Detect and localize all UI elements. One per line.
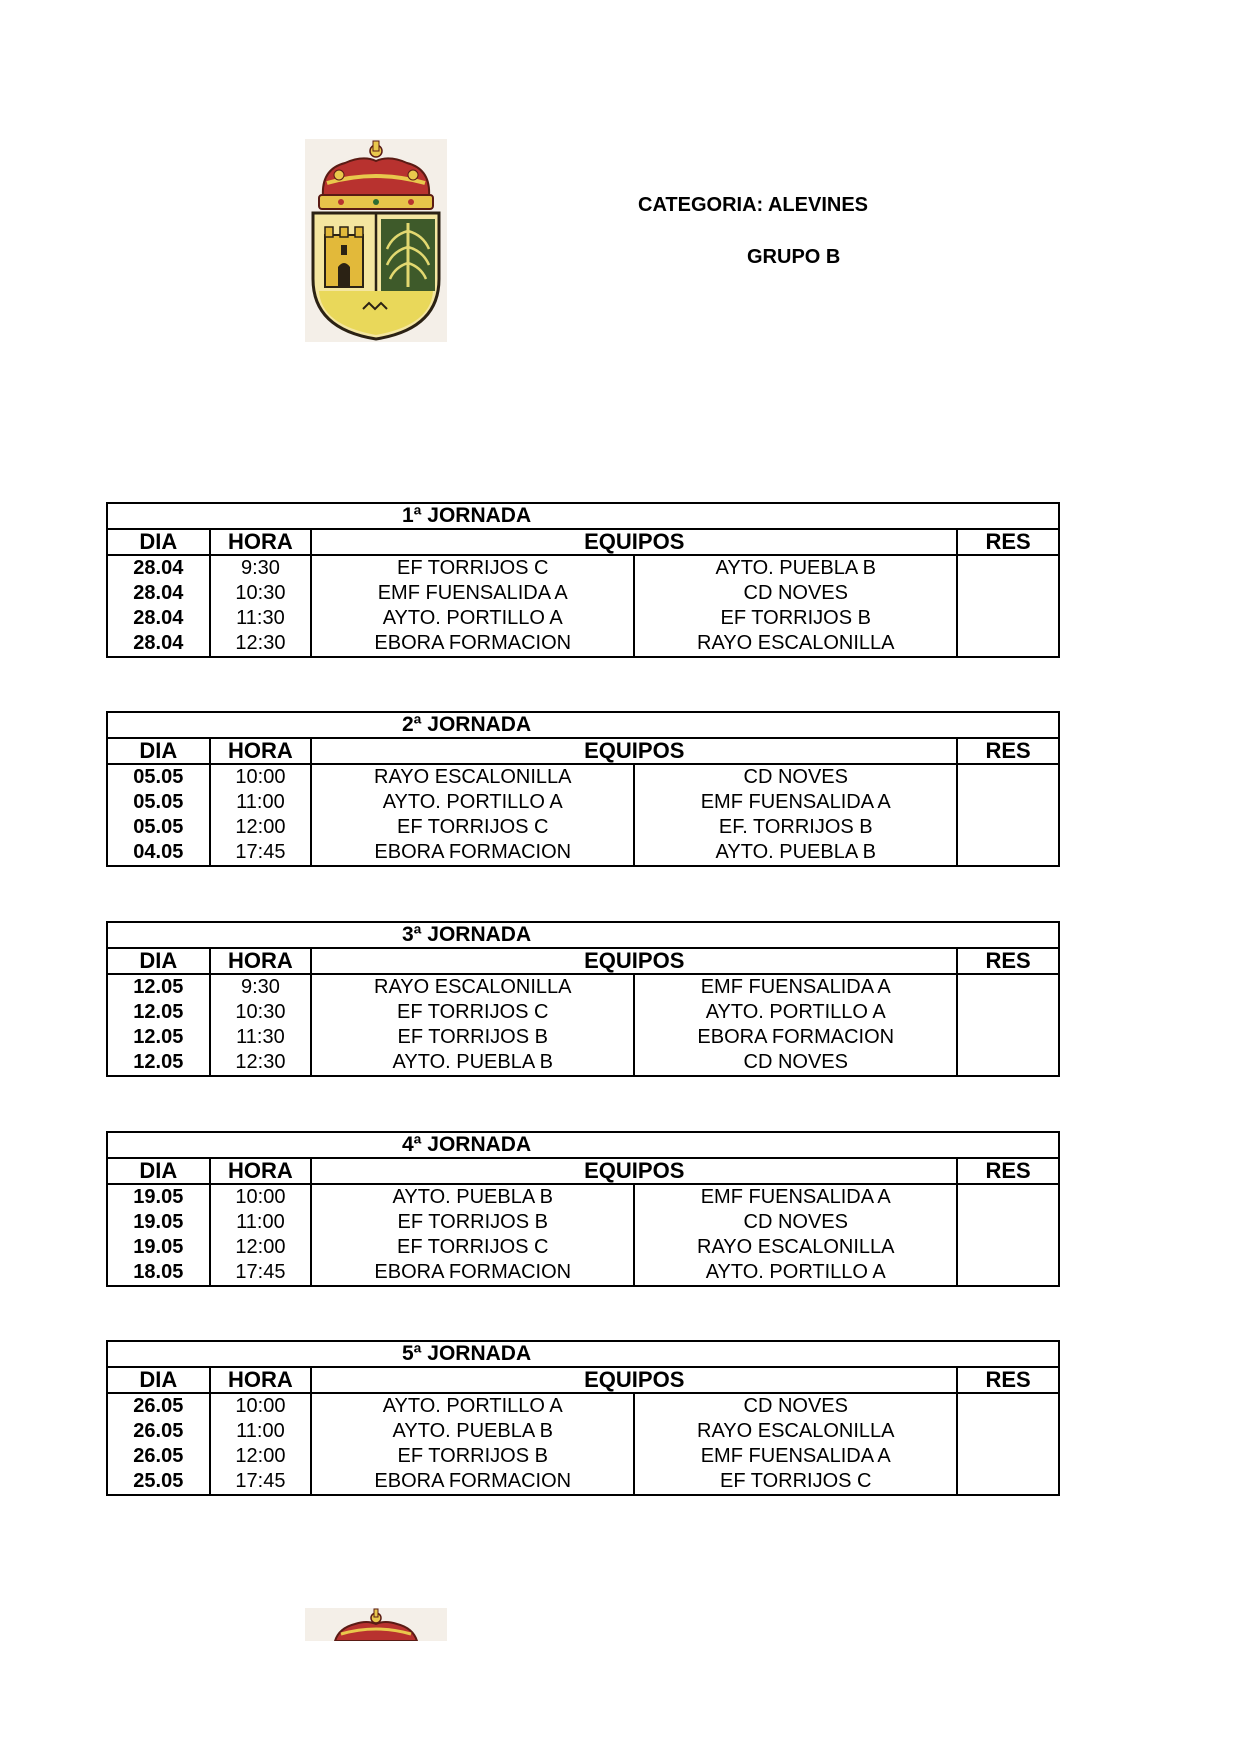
match-time: 10:00 bbox=[210, 1184, 312, 1210]
match-result bbox=[957, 631, 1059, 657]
match-day: 04.05 bbox=[107, 840, 210, 866]
home-team: EF TORRIJOS C bbox=[311, 1235, 634, 1260]
round-table-1 bbox=[106, 502, 1060, 658]
match-day: 18.05 bbox=[107, 1260, 210, 1286]
match-result bbox=[957, 1025, 1059, 1050]
column-header-time: HORA bbox=[210, 529, 312, 555]
away-team: AYTO. PUEBLA B bbox=[634, 840, 957, 866]
match-result bbox=[957, 1050, 1059, 1076]
match-day: 05.05 bbox=[107, 764, 210, 790]
home-team: EF TORRIJOS C bbox=[311, 815, 634, 840]
match-day: 19.05 bbox=[107, 1235, 210, 1260]
match-row bbox=[107, 974, 1059, 1000]
match-row bbox=[107, 815, 1059, 840]
match-day: 12.05 bbox=[107, 1050, 210, 1076]
match-row bbox=[107, 1184, 1059, 1210]
match-row bbox=[107, 790, 1059, 815]
column-header-teams: EQUIPOS bbox=[311, 948, 957, 974]
group-title: GRUPO B bbox=[747, 246, 841, 268]
away-team: RAYO ESCALONILLA bbox=[634, 1419, 957, 1444]
match-day: 28.04 bbox=[107, 581, 210, 606]
match-time: 11:00 bbox=[210, 790, 312, 815]
away-team: EMF FUENSALIDA A bbox=[634, 1444, 957, 1469]
match-time: 10:30 bbox=[210, 581, 312, 606]
match-time: 17:45 bbox=[210, 840, 312, 866]
column-header-time: HORA bbox=[210, 948, 312, 974]
away-team: AYTO. PORTILLO A bbox=[634, 1000, 957, 1025]
match-time: 11:00 bbox=[210, 1419, 312, 1444]
match-day: 12.05 bbox=[107, 974, 210, 1000]
match-day: 19.05 bbox=[107, 1210, 210, 1235]
match-day: 28.04 bbox=[107, 606, 210, 631]
match-row bbox=[107, 631, 1059, 657]
away-team: EMF FUENSALIDA A bbox=[634, 1184, 957, 1210]
home-team: EF TORRIJOS B bbox=[311, 1025, 634, 1050]
coat-of-arms-logo-partial bbox=[305, 1608, 447, 1641]
round-table-3 bbox=[106, 921, 1060, 1077]
match-result bbox=[957, 606, 1059, 631]
match-day: 25.05 bbox=[107, 1469, 210, 1495]
home-team: RAYO ESCALONILLA bbox=[311, 764, 634, 790]
match-result bbox=[957, 974, 1059, 1000]
match-row bbox=[107, 606, 1059, 631]
match-day: 28.04 bbox=[107, 555, 210, 581]
away-team: EF. TORRIJOS B bbox=[634, 815, 957, 840]
match-result bbox=[957, 1184, 1059, 1210]
match-day: 19.05 bbox=[107, 1184, 210, 1210]
away-team: EMF FUENSALIDA A bbox=[634, 974, 957, 1000]
match-row bbox=[107, 1235, 1059, 1260]
column-header-day: DIA bbox=[107, 738, 210, 764]
match-result bbox=[957, 1419, 1059, 1444]
away-team: CD NOVES bbox=[634, 1050, 957, 1076]
home-team: EF TORRIJOS C bbox=[311, 555, 634, 581]
column-header-time: HORA bbox=[210, 738, 312, 764]
match-time: 11:30 bbox=[210, 1025, 312, 1050]
match-row bbox=[107, 1210, 1059, 1235]
match-time: 12:30 bbox=[210, 1050, 312, 1076]
match-result bbox=[957, 815, 1059, 840]
match-result bbox=[957, 1210, 1059, 1235]
match-row bbox=[107, 1050, 1059, 1076]
home-team: AYTO. PUEBLA B bbox=[311, 1050, 634, 1076]
home-team: AYTO. PUEBLA B bbox=[311, 1184, 634, 1210]
column-header-day: DIA bbox=[107, 1367, 210, 1393]
away-team: EBORA FORMACION bbox=[634, 1025, 957, 1050]
match-result bbox=[957, 581, 1059, 606]
match-time: 10:00 bbox=[210, 764, 312, 790]
match-result bbox=[957, 1235, 1059, 1260]
match-day: 12.05 bbox=[107, 1025, 210, 1050]
home-team: AYTO. PORTILLO A bbox=[311, 1393, 634, 1419]
match-row bbox=[107, 1260, 1059, 1286]
home-team: EBORA FORMACION bbox=[311, 631, 634, 657]
column-header-time: HORA bbox=[210, 1158, 312, 1184]
match-row bbox=[107, 1469, 1059, 1495]
match-day: 26.05 bbox=[107, 1444, 210, 1469]
away-team: EF TORRIJOS B bbox=[634, 606, 957, 631]
match-result bbox=[957, 764, 1059, 790]
match-time: 11:30 bbox=[210, 606, 312, 631]
match-row bbox=[107, 1444, 1059, 1469]
match-row bbox=[107, 764, 1059, 790]
away-team: AYTO. PORTILLO A bbox=[634, 1260, 957, 1286]
coat-of-arms-logo bbox=[305, 139, 447, 342]
column-header-result: RES bbox=[957, 529, 1059, 555]
round-table-4 bbox=[106, 1131, 1060, 1287]
match-time: 10:30 bbox=[210, 1000, 312, 1025]
away-team: CD NOVES bbox=[634, 1210, 957, 1235]
round-title: 3ª JORNADA bbox=[107, 922, 1059, 948]
match-row bbox=[107, 1393, 1059, 1419]
match-time: 9:30 bbox=[210, 974, 312, 1000]
column-header-teams: EQUIPOS bbox=[311, 1367, 957, 1393]
round-title: 5ª JORNADA bbox=[107, 1341, 1059, 1367]
column-header-result: RES bbox=[957, 1367, 1059, 1393]
match-result bbox=[957, 840, 1059, 866]
match-time: 11:00 bbox=[210, 1210, 312, 1235]
column-header-teams: EQUIPOS bbox=[311, 738, 957, 764]
away-team: AYTO. PUEBLA B bbox=[634, 555, 957, 581]
away-team: CD NOVES bbox=[634, 581, 957, 606]
home-team: EBORA FORMACION bbox=[311, 1469, 634, 1495]
column-header-result: RES bbox=[957, 948, 1059, 974]
home-team: EF TORRIJOS B bbox=[311, 1210, 634, 1235]
away-team: RAYO ESCALONILLA bbox=[634, 1235, 957, 1260]
match-result bbox=[957, 1469, 1059, 1495]
match-result bbox=[957, 1260, 1059, 1286]
match-result bbox=[957, 555, 1059, 581]
home-team: AYTO. PUEBLA B bbox=[311, 1419, 634, 1444]
match-result bbox=[957, 1393, 1059, 1419]
match-time: 12:00 bbox=[210, 1444, 312, 1469]
match-day: 26.05 bbox=[107, 1393, 210, 1419]
column-header-teams: EQUIPOS bbox=[311, 1158, 957, 1184]
match-row bbox=[107, 555, 1059, 581]
round-title: 1ª JORNADA bbox=[107, 503, 1059, 529]
match-result bbox=[957, 790, 1059, 815]
match-row bbox=[107, 1419, 1059, 1444]
match-day: 05.05 bbox=[107, 790, 210, 815]
match-day: 26.05 bbox=[107, 1419, 210, 1444]
away-team: EF TORRIJOS C bbox=[634, 1469, 957, 1495]
column-header-day: DIA bbox=[107, 948, 210, 974]
home-team: RAYO ESCALONILLA bbox=[311, 974, 634, 1000]
away-team: RAYO ESCALONILLA bbox=[634, 631, 957, 657]
home-team: AYTO. PORTILLO A bbox=[311, 790, 634, 815]
round-title: 4ª JORNADA bbox=[107, 1132, 1059, 1158]
match-time: 12:00 bbox=[210, 815, 312, 840]
round-table-5 bbox=[106, 1340, 1060, 1496]
category-title: CATEGORIA: ALEVINES bbox=[638, 194, 869, 216]
column-header-time: HORA bbox=[210, 1367, 312, 1393]
match-day: 12.05 bbox=[107, 1000, 210, 1025]
home-team: EBORA FORMACION bbox=[311, 840, 634, 866]
column-header-day: DIA bbox=[107, 1158, 210, 1184]
column-header-teams: EQUIPOS bbox=[311, 529, 957, 555]
match-time: 12:30 bbox=[210, 631, 312, 657]
match-row bbox=[107, 581, 1059, 606]
match-result bbox=[957, 1444, 1059, 1469]
home-team: AYTO. PORTILLO A bbox=[311, 606, 634, 631]
match-day: 28.04 bbox=[107, 631, 210, 657]
match-time: 9:30 bbox=[210, 555, 312, 581]
match-time: 12:00 bbox=[210, 1235, 312, 1260]
away-team: EMF FUENSALIDA A bbox=[634, 790, 957, 815]
match-row bbox=[107, 840, 1059, 866]
home-team: EBORA FORMACION bbox=[311, 1260, 634, 1286]
home-team: EMF FUENSALIDA A bbox=[311, 581, 634, 606]
match-time: 17:45 bbox=[210, 1260, 312, 1286]
away-team: CD NOVES bbox=[634, 1393, 957, 1419]
match-day: 05.05 bbox=[107, 815, 210, 840]
match-time: 10:00 bbox=[210, 1393, 312, 1419]
match-time: 17:45 bbox=[210, 1469, 312, 1495]
match-result bbox=[957, 1000, 1059, 1025]
home-team: EF TORRIJOS B bbox=[311, 1444, 634, 1469]
column-header-day: DIA bbox=[107, 529, 210, 555]
round-title: 2ª JORNADA bbox=[107, 712, 1059, 738]
away-team: CD NOVES bbox=[634, 764, 957, 790]
column-header-result: RES bbox=[957, 1158, 1059, 1184]
round-table-2 bbox=[106, 711, 1060, 867]
match-row bbox=[107, 1000, 1059, 1025]
home-team: EF TORRIJOS C bbox=[311, 1000, 634, 1025]
match-row bbox=[107, 1025, 1059, 1050]
column-header-result: RES bbox=[957, 738, 1059, 764]
